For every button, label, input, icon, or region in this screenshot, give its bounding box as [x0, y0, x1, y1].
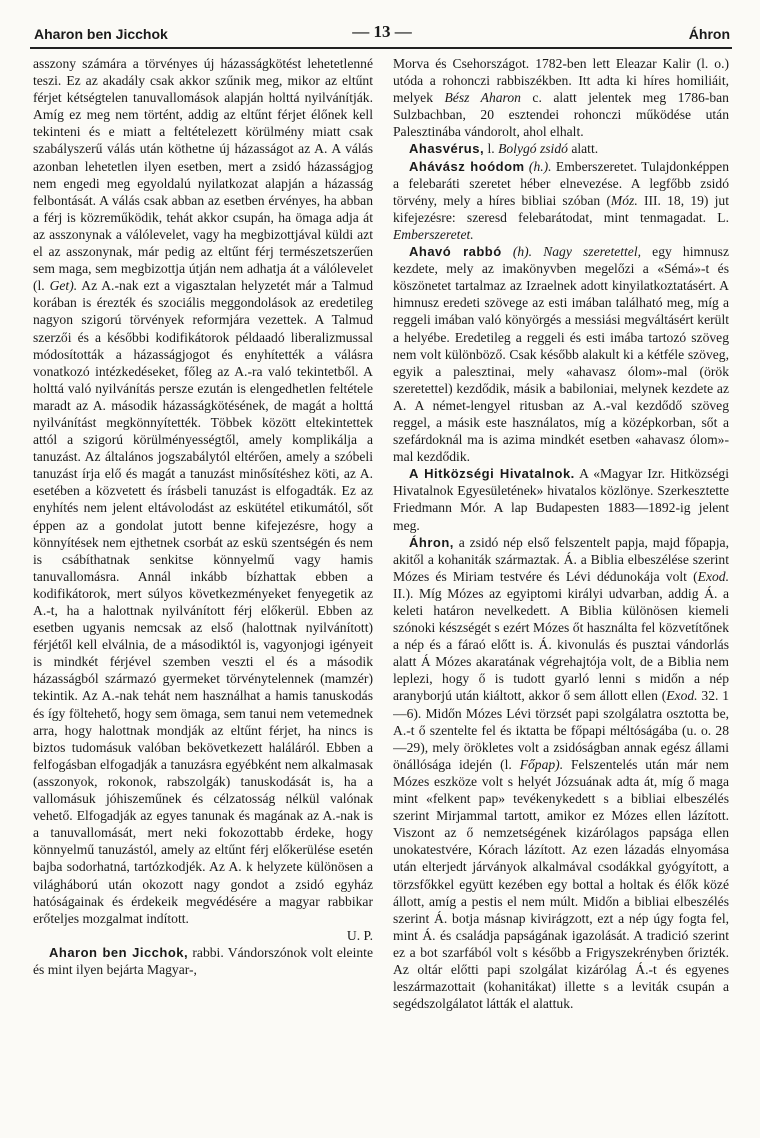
entry-headword: Áhron,	[409, 534, 454, 550]
cross-reference: Emberszeretet.	[393, 226, 474, 242]
entry-continuation	[393, 55, 729, 140]
body-text: Az A.-nak ezt a vigasztalan helyzetét már a Talmud korában is érezték és szociális meggondolások az eredetileg nagyon szigorú törvények reformjára vezettek. A Talmud szerzői és a későbbi kodifikátorok példaadó liberalizmussal módosították a házasságjogot és enyhítették a válásra vonatkozó intézkedéseket, főleg az A.-ra való tekintetből. A holttá való nyilvánítás persze ezután is elengedhetlen feltétele maradt az A. második házasságkötésének, de magát a holttá nyilvánítást megkönnyítették. Többek között eltekintettek attól a szigorú körülményességtől, amely komplikálja a tanuzást. Az általános jogszabálytól eltérően, amely a szóbeli tanuzást írja elő és magát a tanuzást minősítéshez köti, az A. esetében a közvetett és írásbeli tanuzást is elfogadták. Ez az enyhítés nem jelent eltávolodást az eskütétel etikumától, sőt éppen az a gondolat jutott benne kifejezésre, hogy a könnyítések nem ejthetnek csorbát az eskü szentségén és nem is csábíthatnak senkitse könnyelmű vagy hamis tanuvallomásra. Annál inkább bízhattak ebben a kodifikátorok, mert súlyos következményeket fenyegetik az A.-t, ha a halottnak nyilvánított férj előkerül. Ebben az esetben ugyanis nemcsak az első (halottnak nyilvánított) férjétől kell elválnia, de a másodiktól is, vagyonjogi igényeit is mindkét férjével szemben veszti el és a második házasságból származó gyermeket törvénytelennek (mamzér) tekintik. Az A.-nak tehát nem használhat a hamis tanuskodás és így föltehető, hogy sem ömaga, sem tanui nem vetemednek arra, hogy halottnak mondják az eltűnt férjet, ha nincs is biztos tudomásuk valóban bekövetkezett haláláról. Ebben a felfogásban elfogadják a tanuzásra egyébként nem alkalmasak (asszonyok, rokonok, rabszolgák) tanuskodását is, ha a vallomásuk jóhiszeműnek és célzatosság nélkül valónak vehető. Elfogadják az egyes tanunak és magának az A.-nak is a tanuvallomását, mert neki fokozottabb érdeke, hogy könnyelmű tanuzástól, amely az eltűnt férj előkerülése esetén bajba sodorhatná, tartózkodjék. Az A. k helyzete különösen a világháború után okozott nagy gondot a zsidó egyház hatóságainak és érdekeik megvédésére a magyar rabbikar erőteljes mozgalmat indított.	[33, 278, 373, 926]
entry-ahavo-rabbo	[393, 243, 729, 465]
header-left-title: Aharon ben Jicchok	[34, 26, 168, 42]
italic-ref: Exod.	[666, 688, 698, 704]
body-text: II.). Míg Mózes az egyiptomi királyi udvarban, addig Á. a keleti határon nevelkedett. A Biblia különösen kiemeli szónoki készségét s ezért Mózes őt használta fel közvetítőnek a nép és a fáraó előtt is. Á. kivonulás és pusztai vándorlás alatt Á Mózes akaratának végrehajtója volt, de a Biblia nem leplezi, hogy ő is tudott gyarló lenni s midőn a nép aranyborjú után kiáltott, akkor ő sem állott ellen (	[393, 585, 729, 704]
entry-ahavasz-hoodom	[393, 158, 729, 243]
entry-headword: Aharon ben Jicchok,	[49, 944, 189, 960]
body-text: 32. 1—6). Midőn Mózes Lévi törzsét papi szolgálatra osztotta be, A.-t ő szentelte fel és iktatta be főpapi méltóságába (u. o. 28—29), mely örökletes volt a zsidóságban annak egész állami önállósága idején (l.	[393, 688, 729, 772]
body-text: Emberszeretet. Tulajdonképpen a felebaráti szeretet héber elnevezése. A legfőbb zsidó törvény, mely a híres bibliai szóban (	[393, 158, 729, 208]
body-text: asszony számára a törvényes új házasságkötést lehetetlenné teszi. Ez az akadály csak akkor szűnik meg, mikor az eltűnt férjet kétségtelen tanuvallomások alapján holttá nyilvánítják. Amíg ez meg nem történt, addig az eltűnt férjet élőnek kell tekinteni és e miatt a feltételezett körülmény miatt csak szabályszerű válás után köthetne új házasságot az A. A válás azonban lehetetlen ilyen esetben, mert a zsidó házasságjog nem engedi meg egyoldalú nyilatkozat alapján a házasság felbontását. A válás csak abban az esetben érvényes, ha abban a férj is közreműködik, tehát akkor csupán, ha ömaga adja át az asszonynak a válólevelet, vagy ha megbizottjával küldi azt el az asszonynak, már pedig az eltűnt férj természetszerűen sem maga, sem megbizottja útján nem adhatja át a válólevelet (l.	[33, 56, 373, 294]
translation: (h). Nagy szeretettel,	[501, 244, 642, 260]
entry-headword: Ahavó rabbó	[409, 244, 502, 260]
cross-reference: Főpap).	[519, 756, 564, 772]
body-text: l.	[484, 141, 499, 157]
left-column	[33, 55, 373, 1125]
body-text: III. 18, 19) jut kifejezésre: szeresd felebarátodat, mint tenmagadat. L.	[393, 192, 729, 225]
entry-aharon-ben-jicchok	[33, 944, 373, 978]
language-tag: (h.).	[524, 158, 552, 174]
entry-hitkozsegi-hivatalnok	[393, 465, 729, 533]
body-text: c. alatt jelentek meg 1786-ban Sulzbachban, 20 esztendei rohonczi működése után Palesztinába vándorolt, ahol elhalt.	[393, 90, 729, 140]
entry-ahasverus	[393, 140, 729, 157]
running-header	[34, 22, 730, 46]
entry-ahron	[393, 534, 729, 1013]
body-text: a zsidó nép első felszentelt papja, majd főpapja, akitől a kohaniták származtak. Á. a Biblia elbeszélése szerint Mózes és Miriam testvére és Lévi dédunokája volt (	[393, 534, 729, 584]
italic-title: Bész Aharon	[444, 90, 521, 106]
page-number: — 13 —	[352, 22, 412, 41]
italic-ref: Móz.	[610, 192, 638, 208]
entry-headword: Ahasvérus,	[409, 141, 485, 157]
header-right-title: Áhron	[688, 26, 730, 42]
cross-reference: Bolygó zsidó	[498, 141, 568, 157]
italic-ref: Exod.	[697, 568, 729, 584]
entry-headword: Ahávász hoódom	[409, 158, 525, 174]
author-signature: U. P.	[346, 927, 373, 943]
body-text: Morva és Csehországot. 1782-ben lett Eleazar Kalir (l. o.) utóda a rohonczi rabbiszékben. Itt adta ki híres homiliáit, melyek	[393, 56, 729, 106]
body-text: rabbi. Vándorszónok volt eleinte és mint ilyen bejárta Magyar-,	[33, 944, 373, 977]
header-rule	[30, 47, 732, 49]
body-text: A «Magyar Izr. Hitközségi Hivatalnok Egyesületének» hivatalos közlönye. Szerkesztette Friedmann Mór. A lap Budapesten 1883—1892-ig jelent meg.	[393, 466, 729, 533]
body-text: egy himnusz kezdete, mely az imakönyvben megelőzi a «Sémá»-t és köszönetet tartalmaz az Izraelnek adott kinyilatkoztatásért. A himnusz eredeti szövege az esti imában található meg, míg a reggeli imában való könyörgés a messiási megváltásért került a helyébe. Eredetileg a reggeli és esti imába tartozó szöveg nem volt különböző. Csak később alakult ki a kétféle szöveg, egyik a palesztinai, mely «ahavasz ólom»-mal (örök szeretettel) kezdődik, másik a babiloniai, melynek kezdete az A. A német-lengyel ritusban az A.-val kezdődő szöveg reggel, a másik este használatos, míg a középkorban, sőt a szefárdoknál ma is azima mindkét esetben «ahavasz ólom»-mal kezdődik.	[393, 244, 729, 465]
entry-headword: A Hitközségi Hivatalnok.	[409, 466, 575, 482]
body-text: Felszentelés után már nem Mózes eszköze volt s helyét Józsuának adta át, míg ő maga mint «felkent pap» tevékenykedett s a bibliai elbeszélés szerint Mirjammal tartott, amikor ez Mózes ellen lázított. Viszont az ő nemzetségének kizárólagos papsága ellen unokatestvére, Kórach lázított. Az ezen lázadás elnyomása után elterjedt járványok alkalmával csodákkal gyógyított, a törzsfőkkel együtt kezében egy bottal a holtak és élők közé állott, amíg a pestis el nem múlt. Midőn a bibliai elbeszélés szerint Á. botja másnap kivirágzott, ezt a nép úgy fogta fel, mint Á. és családja papságának igazolását. A tradició szerint ez a bot szarfából volt s később a Frigyszekrényben őrizték. Az oltár előtti papi szolgálat kizárólag Á.-t és egyenes leszármazottait (kohanitákat) illette s a leviták csupán a segédszolgálatot látták el alattuk.	[393, 756, 729, 1012]
body-text: alatt.	[567, 141, 599, 157]
italic-ref: Get).	[49, 278, 78, 294]
article-continuation	[33, 55, 373, 927]
right-column	[393, 55, 729, 1125]
